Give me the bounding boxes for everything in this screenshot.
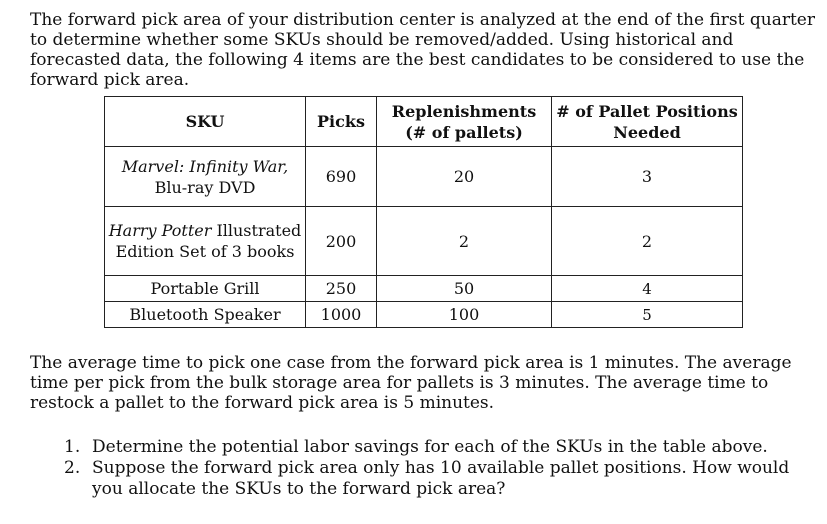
picks-cell: 1000: [306, 302, 377, 328]
header-replenishments-line1: Replenishments: [391, 101, 537, 121]
picks-cell: 690: [306, 147, 377, 207]
question-number: 1.: [64, 437, 81, 457]
question-item: [30, 458, 820, 500]
pallet-positions-cell: 2: [552, 207, 743, 276]
table-row: [105, 302, 743, 328]
pallet-positions-cell: 5: [552, 302, 743, 328]
replenishments-cell: 20: [377, 147, 552, 207]
header-pallet-positions-line1: # of Pallet Positions: [556, 101, 738, 121]
header-pallet-positions-line2: Needed: [613, 122, 681, 142]
header-replenishments-line2: (# of pallets): [405, 122, 523, 142]
table-row: [105, 207, 743, 276]
sku-table: [104, 96, 743, 328]
replenishments-cell: 50: [377, 276, 552, 302]
header-picks: Picks: [306, 97, 377, 147]
table-row: [105, 147, 743, 207]
sku-name-italic: Harry Potter: [108, 221, 212, 240]
pallet-positions-cell: 4: [552, 276, 743, 302]
sku-name-line2: Blu-ray DVD: [154, 177, 256, 197]
intro-paragraph: The forward pick area of your distribution center is analyzed at the end of the first quarter to determine whether some SKUs should be removed/added. Using historical and forecasted data, the following 4 items are the best candidates to be considered to use the forward pick area.: [30, 10, 815, 90]
sku-cell: [105, 147, 306, 207]
question-text: Suppose the forward pick area only has 10 available pallet positions. How would you allocate the SKUs to the forward pick area?: [92, 458, 790, 499]
sku-cell: [105, 207, 306, 276]
table-header-row: [105, 97, 743, 147]
question-text: Determine the potential labor savings for each of the SKUs in the table above.: [92, 437, 768, 457]
questions-list: [30, 437, 820, 500]
sku-name-line1: Marvel: Infinity War,: [121, 156, 289, 176]
times-paragraph: The average time to pick one case from the forward pick area is 1 minutes. The average time per pick from the bulk storage area for pallets is 3 minutes. The average time to restock a pallet to the forward pick area is 5 minutes.: [30, 353, 792, 413]
table-row: [105, 276, 743, 302]
sku-cell: Bluetooth Speaker: [105, 302, 306, 328]
picks-cell: 200: [306, 207, 377, 276]
pallet-positions-cell: 3: [552, 147, 743, 207]
header-pallet-positions: [552, 97, 743, 147]
sku-name-line2: Edition Set of 3 books: [115, 242, 295, 261]
question-item: [30, 437, 820, 458]
picks-cell: 250: [306, 276, 377, 302]
replenishments-cell: 2: [377, 207, 552, 276]
header-sku: SKU: [105, 97, 306, 147]
header-replenishments: [377, 97, 552, 147]
replenishments-cell: 100: [377, 302, 552, 328]
question-number: 2.: [64, 458, 81, 478]
sku-cell: Portable Grill: [105, 276, 306, 302]
sku-name-line1-rest: Illustrated: [211, 221, 302, 240]
